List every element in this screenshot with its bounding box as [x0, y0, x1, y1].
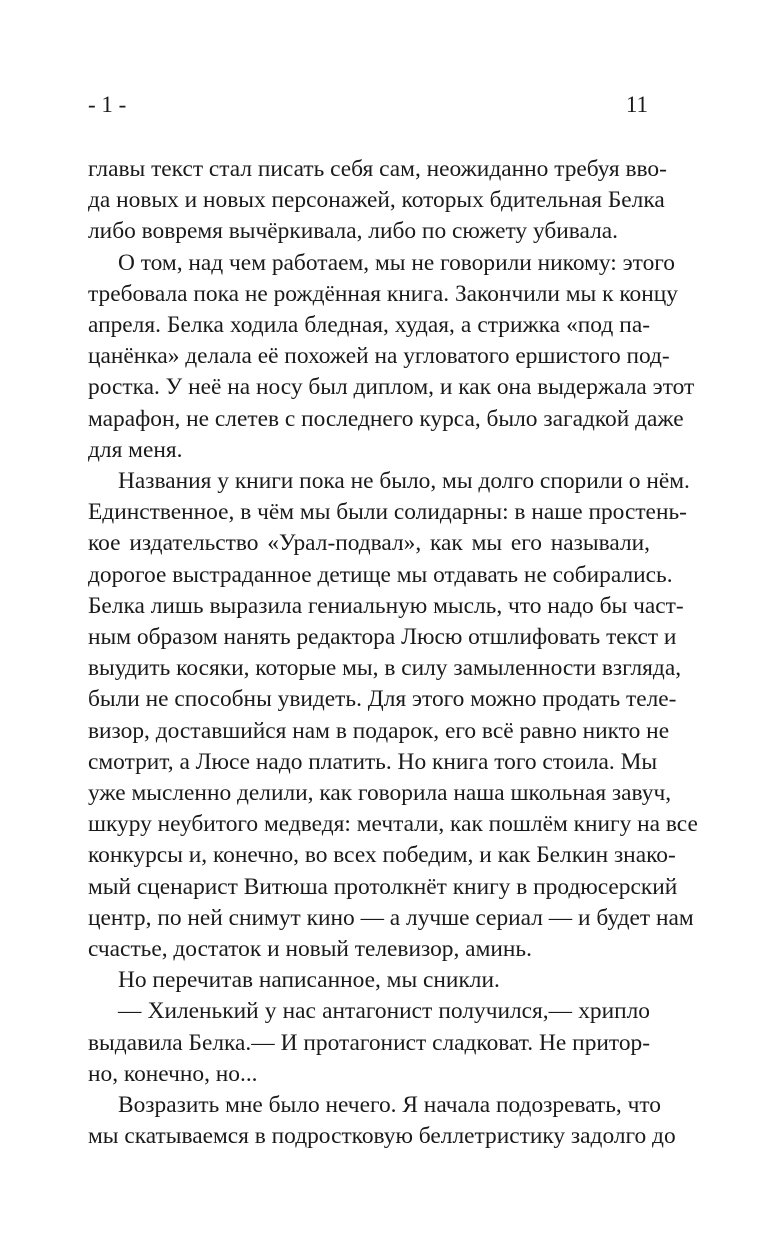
text-line: апреля. Белка ходила бледная, худая, а стрижка «под па-: [88, 312, 650, 339]
text-line: Белка лишь выразила гениальную мысль, что надо бы част-: [88, 592, 684, 619]
text-line: были не способны увидеть. Для этого можно продать теле-: [88, 686, 677, 713]
text-line: Названия у книги пока не было, мы долго спорили о нём.: [118, 468, 690, 495]
text-line: марафон, не слетев с последнего курса, было загадкой даже: [88, 405, 684, 432]
body-text: [88, 154, 698, 1153]
text-line: либо вовремя вычёркивала, либо по сюжету убивала.: [88, 218, 618, 245]
text-line: визор, доставшийся нам в подарок, его всё равно никто не: [88, 717, 670, 744]
text-line: мы скатываемся в подростковую беллетристику задолго до: [88, 1123, 676, 1150]
text-line: уже мысленно делили, как говорила наша школьная завуч,: [88, 780, 672, 807]
paragraph: [88, 154, 667, 248]
text-line: ным образом нанять редактора Люсю отшлифовать текст и: [88, 624, 677, 651]
paragraph: [88, 466, 698, 965]
text-line: мый сценарист Витюша протолкнёт книгу в продюсерский: [88, 873, 678, 900]
text-line: смотрит, а Люсе надо платить. Но книга того стоила. Мы: [88, 748, 658, 775]
paragraph: [88, 248, 695, 466]
page-number: 11: [625, 92, 648, 117]
text-line: требовала пока не рождённая книга. Закончили мы к концу: [88, 280, 678, 307]
text-line: дорогое выстраданное детище мы отдавать не собирались.: [88, 561, 673, 588]
paragraph: [88, 1090, 676, 1152]
text-line: выудить косяки, которые мы, в силу замыленности взгляда,: [88, 655, 682, 682]
text-line: да новых и новых персонажей, которых бдительная Белка: [88, 187, 665, 214]
running-header: [88, 92, 648, 124]
text-line: но, конечно, но...: [88, 1060, 258, 1087]
text-line: центр, по ней снимут кино — а лучше сериал — и будет нам: [88, 904, 694, 931]
text-line: — Хиленький у нас антагонист получился,— хрипло: [118, 998, 650, 1025]
text-line: выдавила Белка.— И протагонист сладковат. Не притор-: [88, 1029, 650, 1056]
text-line: конкурсы и, конечно, во всех победим, и как Белкин знако-: [88, 842, 676, 869]
text-line: цанёнка» делала её похожей на угловатого ершистого под-: [88, 343, 670, 370]
text-line: Возразить мне было нечего. Я начала подозревать, что: [118, 1092, 661, 1119]
paragraph: [88, 996, 650, 1090]
text-line: Единственное, в чём мы были солидарны: в наше простень-: [88, 499, 687, 526]
text-line: счастье, достаток и новый телевизор, аминь.: [88, 936, 532, 963]
text-line: главы текст стал писать себя сам, неожиданно требуя вво-: [88, 156, 667, 182]
text-line: ростка. У неё на носу был диплом, и как она выдержала этот: [88, 374, 695, 401]
text-line: для меня.: [88, 436, 183, 463]
text-line: шкуру неубитого медведя: мечтали, как пошлём книгу на все: [88, 811, 698, 838]
text-line: кое издательство «Урал-подвал», как мы его называли,: [88, 530, 650, 557]
text-line: О том, над чем работаем, мы не говорили никому: этого: [118, 249, 675, 276]
text-line: Но перечитав написанное, мы сникли.: [118, 967, 500, 994]
paragraph: [88, 965, 650, 996]
chapter-marker: - 1 -: [88, 92, 127, 117]
